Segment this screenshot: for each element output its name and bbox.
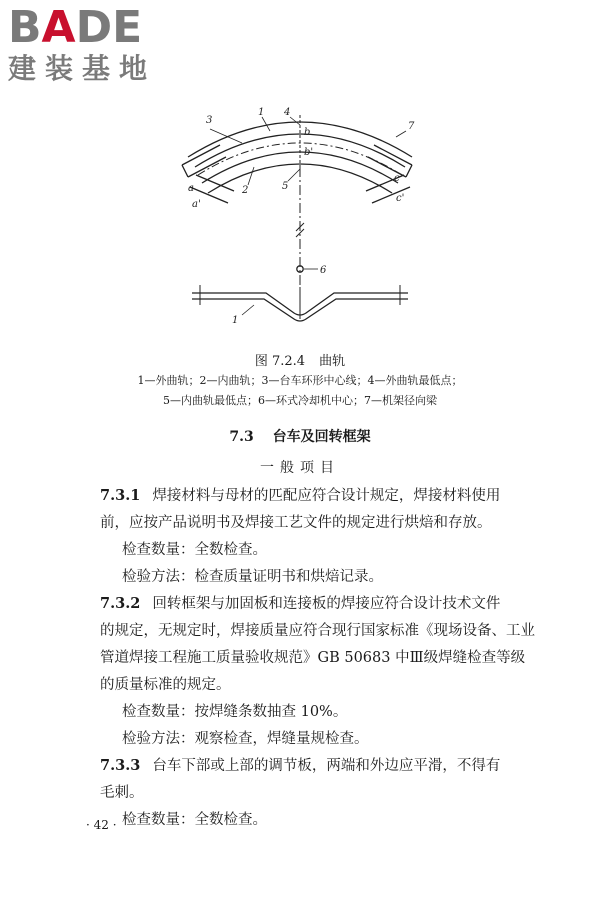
clause-line xyxy=(100,754,520,775)
fig-label-a: a xyxy=(188,183,194,194)
leader-2 xyxy=(248,167,254,185)
inspection-quantity: 检查数量：全数检查。 xyxy=(122,542,267,558)
clause-number: 7.3.3 xyxy=(100,757,141,774)
fig-label-2: 2 xyxy=(242,185,249,196)
inspection-method: 检验方法：观察检查，焊缝量规检查。 xyxy=(122,731,369,747)
leader-5 xyxy=(288,169,300,181)
clause-line: 的质量标准的规定。 xyxy=(100,677,231,693)
inspection-method: 检验方法：检查质量证明书和烘焙记录。 xyxy=(122,569,383,585)
leader-3 xyxy=(210,129,242,143)
figure-number: 图 7.2.4 xyxy=(254,354,306,369)
clause-line xyxy=(100,484,520,505)
leader-1-bottom xyxy=(242,305,254,315)
fig-label-a-prime: a' xyxy=(192,199,201,210)
curved-rail-figure xyxy=(170,105,430,335)
brand-logo xyxy=(8,4,156,86)
clause-text: 回转框架与加固板和连接板的焊接应符合设计技术文件 xyxy=(152,596,501,612)
logo-subtitle: 建装基地 xyxy=(8,52,157,85)
clause-line xyxy=(100,592,520,613)
fig-label-7: 7 xyxy=(408,121,415,132)
section-title: 台车及回转框架 xyxy=(272,429,371,445)
fig-label-b: b xyxy=(304,127,311,138)
clause-number: 7.3.2 xyxy=(100,595,141,612)
section-number: 7.3 xyxy=(229,429,254,445)
clause-line: 前，应按产品说明书及焊接工艺文件的规定进行烘焙和存放。 xyxy=(100,515,492,531)
fig-label-5: 5 xyxy=(282,181,289,192)
figure-caption xyxy=(0,350,600,369)
subheading: 一般项目 xyxy=(260,460,340,476)
fig-label-c-prime: c' xyxy=(396,193,405,204)
clause-number: 7.3.1 xyxy=(100,487,141,504)
clause-line: 的规定，无规定时，焊接质量应符合现行国家标准《现场设备、工业 xyxy=(100,623,535,639)
leader-1 xyxy=(262,117,270,131)
clause-text: 台车下部或上部的调节板，两端和外边应平滑，不得有 xyxy=(152,758,501,774)
section-heading xyxy=(0,426,600,446)
logo-wordmark: BADE xyxy=(8,2,143,53)
fig-label-4: 4 xyxy=(284,107,291,118)
right-radial-beam xyxy=(368,145,412,177)
leader-7 xyxy=(396,131,406,137)
fig-label-c: c xyxy=(394,173,400,184)
figure-title: 曲轨 xyxy=(319,354,346,369)
fig-label-b-prime: b' xyxy=(304,147,314,158)
inspection-quantity: 检查数量：全数检查。 xyxy=(122,812,267,828)
clause-line: 毛刺。 xyxy=(100,785,144,801)
fig-label-3: 3 xyxy=(206,115,213,126)
figure-legend-line: 1—外曲轨；2—内曲轨；3—台车环形中心线；4—外曲轨最低点； xyxy=(137,374,463,387)
page-number: · 42 · xyxy=(86,818,117,832)
clause-text: 焊接材料与母材的匹配应符合设计规定，焊接材料使用 xyxy=(152,488,501,504)
leader-4 xyxy=(290,117,300,125)
figure-legend-line: 5—内曲轨最低点；6—环式冷却机中心；7—机架径向梁 xyxy=(163,394,437,407)
clause-line: 管道焊接工程施工质量验收规范》GB 50683 中Ⅲ级焊缝检查等级 xyxy=(100,650,526,666)
fig-label-1: 1 xyxy=(258,107,265,118)
fig-label-1-bottom: 1 xyxy=(232,315,239,326)
inspection-quantity: 检查数量：按焊缝条数抽查 10%。 xyxy=(122,704,348,720)
fig-label-6: 6 xyxy=(320,265,327,276)
